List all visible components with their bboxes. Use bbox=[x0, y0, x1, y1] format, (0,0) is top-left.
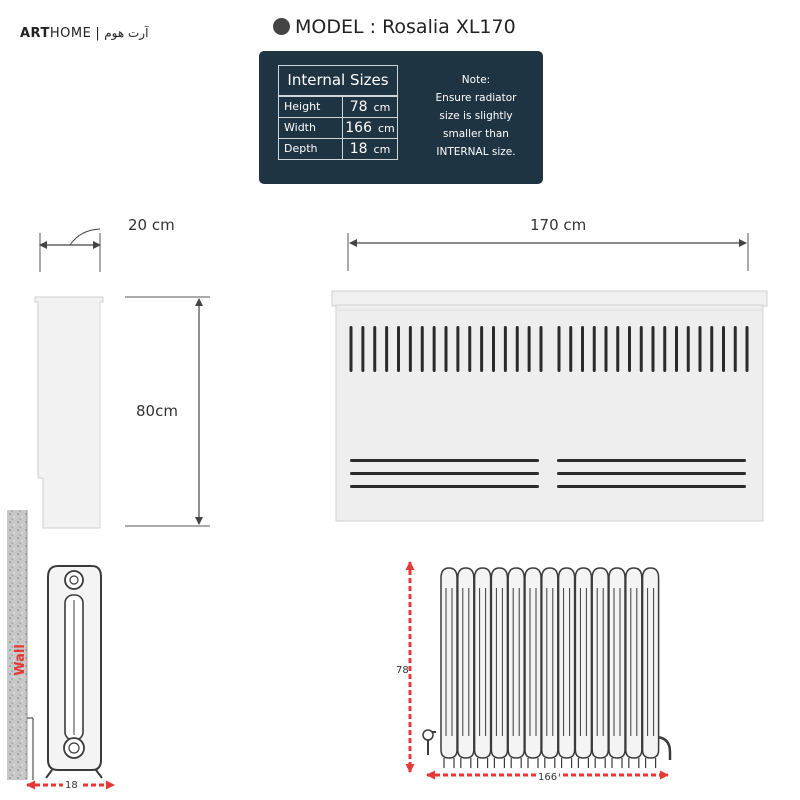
vent-slot bbox=[640, 326, 643, 372]
brand-home: HOME bbox=[49, 26, 92, 41]
vent-slot bbox=[558, 326, 561, 372]
model-name: Rosalia XL170 bbox=[382, 16, 516, 38]
vent-slot bbox=[675, 326, 678, 372]
size-label: Width bbox=[279, 118, 343, 138]
vent-slot bbox=[492, 326, 495, 372]
vent-slot bbox=[528, 326, 531, 372]
vent-slot bbox=[480, 326, 483, 372]
vent-slot bbox=[504, 326, 507, 372]
vent-slot bbox=[385, 326, 388, 372]
radiator-side-view bbox=[46, 566, 102, 778]
vent-slot bbox=[699, 326, 702, 372]
vent-slot bbox=[516, 326, 519, 372]
depth-dimension bbox=[40, 229, 100, 272]
brand-arabic: آرت هوم bbox=[104, 26, 149, 40]
vent-slot bbox=[468, 326, 471, 372]
vent-slot bbox=[593, 326, 596, 372]
vent-slot bbox=[397, 326, 400, 372]
size-unit: cm bbox=[373, 143, 391, 156]
vent-slot bbox=[616, 326, 619, 372]
vent-slot bbox=[687, 326, 690, 372]
vent-slot bbox=[421, 326, 424, 372]
vent-slot bbox=[540, 326, 543, 372]
radiator-column bbox=[441, 568, 457, 768]
radiator-front-view bbox=[423, 568, 670, 768]
vent-slot bbox=[350, 326, 353, 372]
radiator-column bbox=[458, 568, 474, 768]
brand-art: ART bbox=[20, 26, 50, 41]
radiator-height-label: 78 bbox=[396, 665, 409, 676]
brand-separator: | bbox=[95, 26, 101, 41]
cabinet-side-view bbox=[35, 297, 103, 528]
vent-slot bbox=[628, 326, 631, 372]
vent-slot bbox=[722, 326, 725, 372]
vent-slot bbox=[663, 326, 666, 372]
vent-slot bbox=[445, 326, 448, 372]
note-line: size is slightly bbox=[439, 110, 513, 122]
vent-slot bbox=[605, 326, 608, 372]
vent-slot bbox=[569, 326, 572, 372]
radiator-column bbox=[491, 568, 507, 768]
radiator-column bbox=[508, 568, 524, 768]
radiator-column bbox=[575, 568, 591, 768]
radiator-column bbox=[525, 568, 541, 768]
size-value: 78 bbox=[349, 99, 368, 115]
height-label: 80cm bbox=[136, 402, 178, 420]
radiator-column bbox=[475, 568, 491, 768]
vent-slot bbox=[581, 326, 584, 372]
vent-slot bbox=[433, 326, 436, 372]
note-line: Note: bbox=[461, 74, 491, 86]
size-label: Height bbox=[279, 97, 343, 117]
note-line: Ensure radiator bbox=[435, 92, 517, 104]
size-value: 166 bbox=[345, 120, 372, 136]
size-unit: cm bbox=[373, 101, 391, 114]
width-label: 170 cm bbox=[530, 216, 587, 234]
depth-label: 20 cm bbox=[128, 216, 175, 234]
size-unit: cm bbox=[377, 122, 395, 135]
wall-label: Wall bbox=[13, 644, 28, 676]
radiator-column bbox=[643, 568, 659, 768]
vent-slot bbox=[456, 326, 459, 372]
radiator-column bbox=[592, 568, 608, 768]
radiator-column bbox=[626, 568, 642, 768]
model-prefix: MODEL : bbox=[295, 16, 383, 38]
vent-slot bbox=[734, 326, 737, 372]
vent-slot bbox=[746, 326, 749, 372]
vent-slot bbox=[373, 326, 376, 372]
vent-slot bbox=[409, 326, 412, 372]
radiator-column bbox=[559, 568, 575, 768]
radiator-column bbox=[609, 568, 625, 768]
cabinet-front-view bbox=[332, 291, 767, 521]
vent-slot bbox=[710, 326, 713, 372]
vent-slot bbox=[361, 326, 364, 372]
note-line: INTERNAL size. bbox=[436, 146, 516, 158]
vent-slot bbox=[652, 326, 655, 372]
size-label: Depth bbox=[279, 139, 343, 159]
radiator-column bbox=[542, 568, 558, 768]
note-line: smaller than bbox=[443, 128, 509, 140]
radiator-width-label: 166 bbox=[538, 772, 558, 783]
size-value: 18 bbox=[349, 141, 368, 157]
radiator-depth-label: 18 bbox=[65, 780, 78, 791]
width-dimension bbox=[348, 233, 748, 271]
internal-sizes-title: Internal Sizes bbox=[279, 66, 397, 96]
